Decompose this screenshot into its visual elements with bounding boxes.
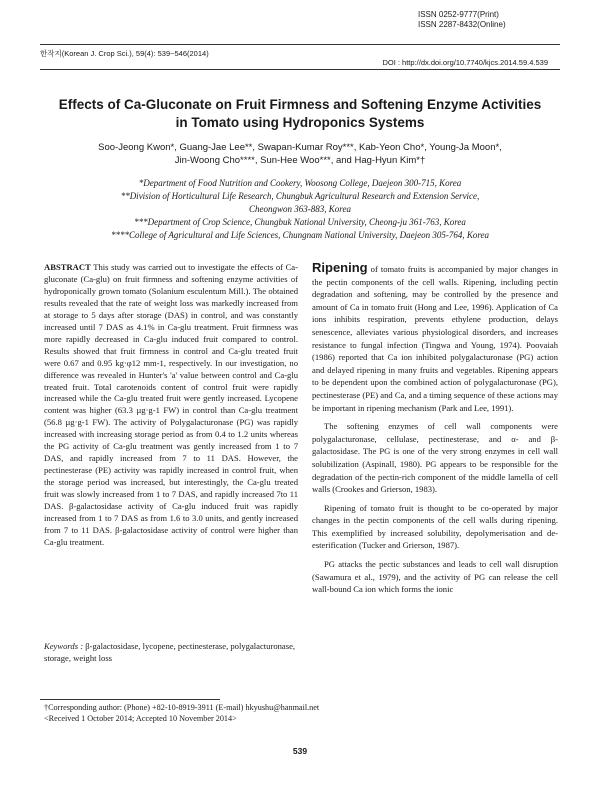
header-rule-top bbox=[40, 44, 560, 45]
abstract bbox=[44, 262, 298, 549]
paragraph-1-text: of tomato fruits is accompanied by major changes in the pectin components of the cell walls. Ripening, including pectin degradation and softening, may be controlled by the presence and amount of Ca in tomato fruit (Hong and Lee, 1996). Application of Ca ions inhibits respiration, prevents ethylene production, delays senescence, alleviates various physiological disorders, and increases resistance to fungal infection (Tingwa and Young, 1974). Poovaiah (1986) reported that Ca ion inhibited polygalacturonase (PG) action and delayed ripening in many fruits and vegetables. Ripening appears to be dependent upon the combined action of polygalacturonase (PG), pectinesterase (PE) and Ca, and a timing sequence of these actions may be important in ripening mechanism (Park and Lee, 1991). bbox=[312, 264, 559, 413]
issn-print: ISSN 0252-9777(Print) bbox=[418, 10, 499, 19]
journal-citation: 한작지(Korean J. Crop Sci.), 59(4): 539~546(2014) bbox=[40, 49, 209, 58]
doi-link[interactable]: DOI : http://dx.doi.org/10.7740/kjcs.2014.59.4.539 bbox=[382, 58, 548, 67]
title-line-2: in Tomato using Hydroponics Systems bbox=[175, 115, 425, 130]
title-line-1: Effects of Ca-Gluconate on Fruit Firmness and Softening Enzyme Activities bbox=[58, 97, 542, 112]
header-rule-bottom bbox=[40, 69, 560, 70]
keywords-label: Keywords : bbox=[44, 641, 84, 651]
affiliation-1: *Department of Food Nutrition and Cookery, Woosong College, Daejeon 300-715, Korea bbox=[138, 178, 462, 188]
paragraph-4: PG attacks the pectic substances and leads to cell wall disruption (Sawamura et al., 1979), and the activity of PG can release the cell wall-bound Ca ion which forms the ionic bbox=[312, 559, 558, 595]
keywords-text: β-galactosidase, lycopene, pectinesterase, polygalacturonase, storage, weight loss bbox=[44, 641, 296, 663]
footnote-rule bbox=[40, 699, 220, 700]
paragraph-3: Ripening of tomato fruit is thought to be co-operated by major changes in the pectin components of the cell walls during ripening. This exemplified by increased solubility, depolymerisation and de-esterification (Tucker and Grierson, 1987). bbox=[312, 502, 558, 551]
affiliations bbox=[50, 177, 550, 242]
body-text bbox=[312, 262, 558, 602]
paragraph-1 bbox=[312, 262, 558, 414]
affiliation-4: ****College of Agricultural and Life Sciences, Chungnam National University, Daejeon 305-764, Korea bbox=[111, 230, 489, 240]
issn-block bbox=[418, 10, 548, 30]
authors-line-2: Jin-Woong Cho****, Sun-Hee Woo***, and Hag-Hyun Kim*† bbox=[174, 155, 426, 166]
paragraph-2: The softening enzymes of cell wall components were polygalacturonase, cellulase, pectinesterase, and α- and β-galactosidase. The PG is one of the very strong enzymes in cell wall solubilization (Aspinall, 1980). PG appears to be responsible for the degradation of the pectin-rich component of the middle lamella of cell walls (Crookes and Grierson, 1983). bbox=[312, 421, 558, 495]
paper-title bbox=[50, 96, 550, 132]
keywords bbox=[44, 640, 298, 664]
affiliation-2-cont: Cheongwon 363-883, Korea bbox=[249, 204, 351, 214]
lead-word: Ripening bbox=[312, 260, 368, 275]
issn-online: ISSN 2287-8432(Online) bbox=[418, 20, 506, 29]
affiliation-2: **Division of Horticultural Life Research, Chungbuk Agricultural Research and Extension Service, bbox=[120, 191, 480, 201]
corresponding-author: †Corresponding author: (Phone) +82-10-8919-3911 (E-mail) hkyushu@hanmail.net bbox=[44, 703, 320, 712]
authors-line-1: Soo-Jeong Kwon*, Guang-Jae Lee**, Swapan-Kumar Roy***, Kab-Yeon Cho*, Young-Ja Moon*, bbox=[98, 142, 502, 153]
received-dates: <Received 1 October 2014; Accepted 10 November 2014> bbox=[44, 714, 237, 723]
abstract-text: This study was carried out to investigate the effects of Ca-gluconate (Ca-glu) on fruit firmness and softening enzyme activities of hydroponically grown tomato (Solanium esculentum Mill.). The obtained results revealed that the rate of weight loss was markedly increased from at storage to 5 days after storage (DAS) in control, and was constantly increased until 7 DAS as 4.1% in Ca-glu treatment. Fruit firmness was more rapidly decreased in Ca-glu induced fruit compared to control. Results showed that fruit firmness in control and Ca-glu treated fruit were 0.67 and 0.95 kg·φ12 mm-1, respectively. In our investigation, no difference was revealed in Hunter's 'a' value between control and Ca-glu treated fruit. Total carotenoids content of control fruit were rapidly increased while the Ca-glu treated fruit were gently increased. Lycopene content was higher (63.3 µg·g-1 FW) in control than Ca-glu treatment (56.8 µg·g-1 FW). The activity of Polygalacturonase (PG) was rapidly increased with increasing storage period as from 0.4 to 1.2 units whereas the PG activity of Ca-glu treatment was gently increased from 1 to 7 DAS, and rapidly increased from 7 to 11 DAS. However, the pectinesterase (PE) activity was rapidly increased in control fruit, when the storage period was increased, but interestingly, the Ca-glu treated fruit was slowly increased from 1 to 7 DAS, and rapidly increased 7to 11 DAS. β-galactosidase activity of Ca-glu induced fruit was rapidly increased from 1 to 7 DAS as from 1.6 to 3.0 units, and gently increased from 7 to 11 DAS. β-galactosidase activity of control were higher than Ca-glu treatment. bbox=[44, 262, 298, 547]
abstract-label: ABSTRACT bbox=[44, 262, 91, 272]
page-number: 539 bbox=[292, 746, 308, 756]
author-list bbox=[50, 141, 550, 167]
footnote bbox=[44, 702, 319, 724]
affiliation-3: ***Department of Crop Science, Chungbuk National University, Cheong-ju 361-763, Korea bbox=[134, 217, 466, 227]
